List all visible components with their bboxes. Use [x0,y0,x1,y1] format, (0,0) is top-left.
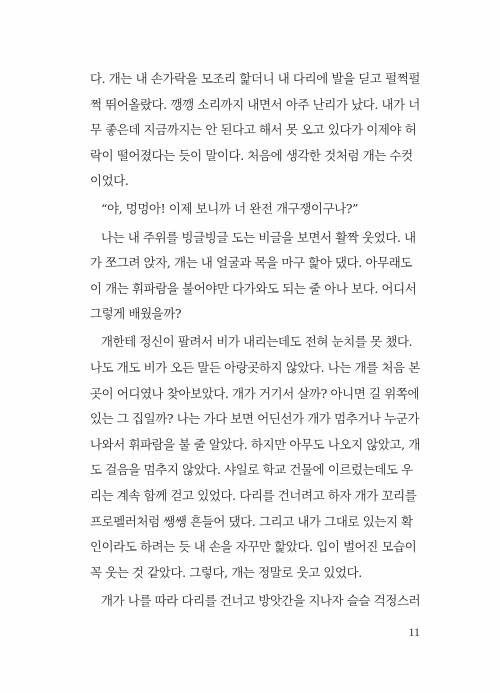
text-line: 무 좋은데 지금까지는 안 된다고 해서 못 오고 있다가 이제야 허 [90,122,417,138]
text-line: 나와서 휘파람을 불 줄 알았다. 하지만 아무도 나오지 않았고, 개 [90,436,420,452]
paragraph-4 [90,329,420,585]
body-text [90,66,421,613]
text-line: 가 쪼그려 앉자, 개는 내 얼굴과 목을 마구 핥아 댔다. 아무래도 [90,255,412,271]
text-line: 개가 나를 따라 다리를 건너고 방앗간을 지나자 슬슬 걱정스러 [101,592,421,608]
dialogue-line: “야, 멍멍아! 이제 보니까 너 완전 개구쟁이구나?” [101,201,359,217]
text-line: 꼭 웃는 것 같았다. 그렇다, 개는 정말로 웃고 있었다. [90,564,362,580]
text-line: 곳이 어디였나 찾아보았다. 개가 거기서 살까? 아니면 길 위쪽에 [90,385,420,401]
text-line: 이 개는 휘파람을 불어야만 다가와도 되는 줄 아나 보다. 어디서 [90,280,417,296]
text-line: 락이 떨어졌다는 듯이 말이다. 처음에 생각한 것처럼 개는 수컷 [90,147,413,163]
text-line: 리는 계속 함께 걷고 있었다. 다리를 건너려고 하자 개가 꼬리를 [90,488,417,503]
text-line: 개한테 정신이 팔려서 비가 내리는데도 전혀 눈치를 못 챘다. [101,334,413,350]
text-line: 이었다. [90,173,129,189]
page-number: 11 [408,625,420,639]
paragraph-2 [90,196,408,222]
text-line: 나도 개도 비가 오든 말든 아랑곳하지 않았다. 나는 개를 처음 본 [90,360,420,376]
text-line: 프로펠러처럼 쌩쌩 흔들어 댔다. 그리고 내가 그대로 있는지 확 [90,513,413,529]
text-line: 도 걸음을 멈추지 않았다. 샤일로 학교 건물에 이르렀는데도 우 [90,462,413,478]
paragraph-1 [90,66,420,194]
text-line: 다. 개는 내 손가락을 모조리 핥더니 내 다리에 발을 딛고 펄쩍펄 [90,71,420,86]
text-line: 인이라도 하려는 듯 내 손을 자꾸만 핥았다. 입이 벌어진 모습이 [90,539,417,555]
paragraph-3 [90,225,417,327]
text-line: 쩍 뛰어올랐다. 깽깽 소리까지 내면서 아주 난리가 났다. 내가 너 [90,96,420,112]
text-line: 그렇게 배웠을까? [90,306,182,322]
paragraph-5 [90,588,421,614]
text-line: 나는 내 주위를 빙글빙글 도는 비글을 보면서 활짝 웃었다. 내 [101,229,416,245]
text-line: 있는 그 집일까? 나는 가다 보면 어딘선가 개가 멈추거나 누군가 [90,411,420,427]
